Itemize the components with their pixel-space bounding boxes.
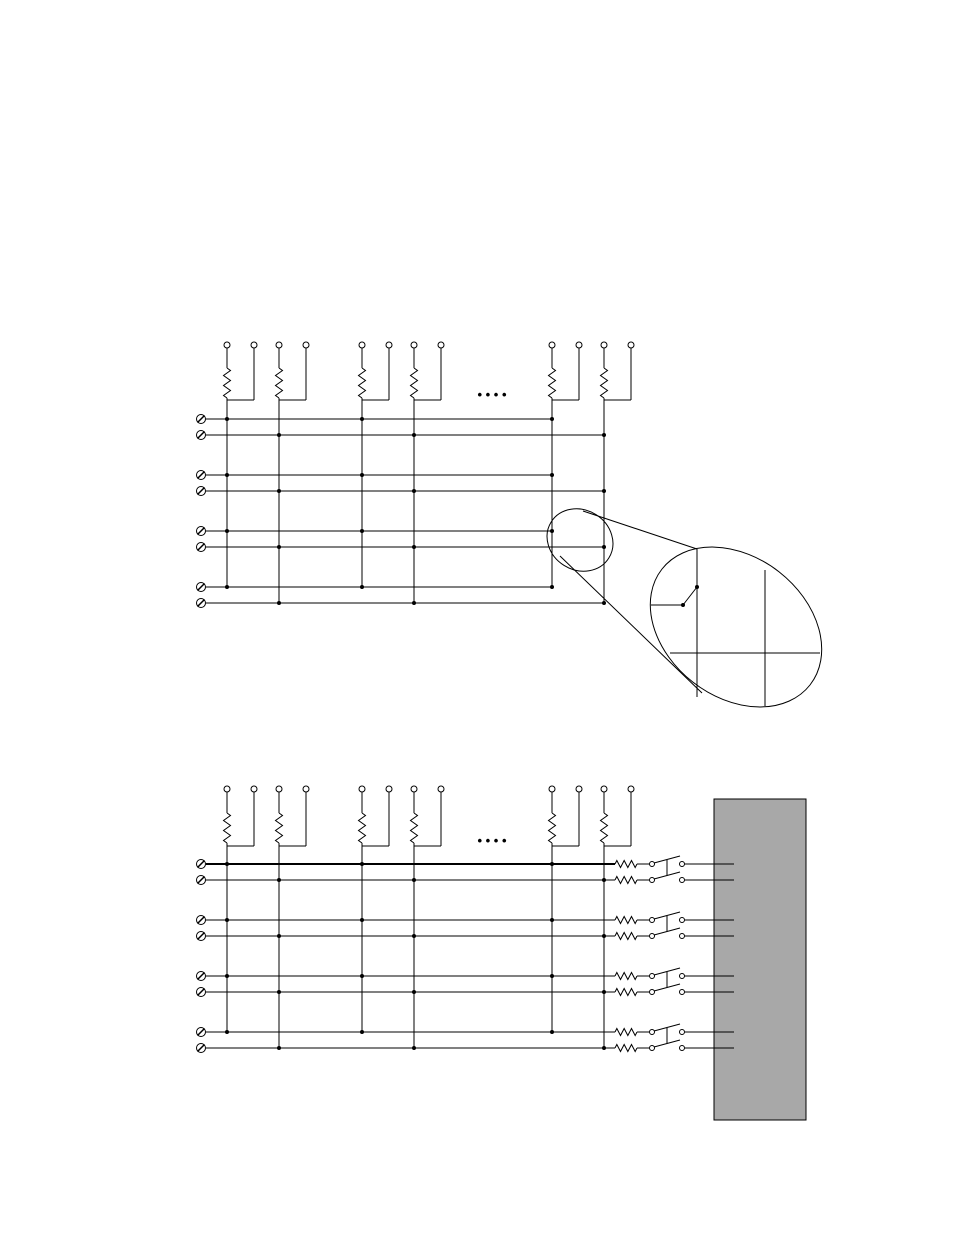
junction-dot <box>360 473 364 477</box>
column-terminal <box>224 342 230 348</box>
junction-dot <box>602 601 606 605</box>
junction-dot <box>602 545 606 549</box>
junction-dot <box>277 990 281 994</box>
junction-dot <box>550 974 554 978</box>
column-terminal <box>359 786 365 792</box>
junction-dot <box>277 601 281 605</box>
junction-dot <box>277 934 281 938</box>
switch-contact-right <box>680 1046 685 1051</box>
junction-dot <box>277 1046 281 1050</box>
junction-dot <box>225 585 229 589</box>
column-return-terminal <box>628 786 634 792</box>
row-terminal <box>197 487 206 496</box>
column-return-terminal <box>251 786 257 792</box>
junction-dot <box>550 918 554 922</box>
row-terminal <box>197 583 206 592</box>
switch-contact-left <box>650 1046 655 1051</box>
junction-dot <box>550 862 554 866</box>
junction-dot <box>360 918 364 922</box>
row-terminal <box>197 599 206 608</box>
junction-dot <box>225 862 229 866</box>
column-return-terminal <box>386 786 392 792</box>
junction-dot <box>225 473 229 477</box>
switch-contact-right <box>680 934 685 939</box>
column-terminal <box>276 786 282 792</box>
row-terminal <box>197 916 206 925</box>
column-return-terminal <box>438 342 444 348</box>
column-return-terminal <box>251 342 257 348</box>
junction-dot <box>277 433 281 437</box>
column-terminal <box>276 342 282 348</box>
switch-contact-right <box>680 878 685 883</box>
junction-dot <box>277 878 281 882</box>
row-terminal <box>197 1028 206 1037</box>
row-terminal <box>197 932 206 941</box>
junction-dot <box>412 1046 416 1050</box>
column-terminal <box>411 342 417 348</box>
junction-dot <box>602 433 606 437</box>
column-terminal <box>549 786 555 792</box>
junction-dot <box>225 974 229 978</box>
junction-dot <box>225 417 229 421</box>
junction-dot <box>225 918 229 922</box>
switch-contact-right <box>680 918 685 923</box>
junction-dot <box>550 1030 554 1034</box>
junction-dot <box>412 433 416 437</box>
column-terminal <box>601 786 607 792</box>
junction-dot <box>360 529 364 533</box>
junction-dot <box>550 417 554 421</box>
row-terminal <box>197 543 206 552</box>
row-terminal <box>197 860 206 869</box>
row-terminal <box>197 876 206 885</box>
junction-dot <box>412 990 416 994</box>
junction-dot <box>225 1030 229 1034</box>
switch-contact-left <box>650 1030 655 1035</box>
column-terminal <box>549 342 555 348</box>
row-terminal <box>197 415 206 424</box>
column-return-terminal <box>303 786 309 792</box>
switch-contact-right <box>680 974 685 979</box>
junction-dot <box>412 601 416 605</box>
zoom-contact-dot <box>681 603 685 607</box>
junction-dot <box>412 545 416 549</box>
switch-contact-left <box>650 990 655 995</box>
ellipsis-bottom: • • • • <box>477 833 507 848</box>
row-terminal <box>197 1044 206 1053</box>
column-return-terminal <box>576 342 582 348</box>
switch-contact-right <box>680 862 685 867</box>
switch-contact-left <box>650 918 655 923</box>
column-return-terminal <box>576 786 582 792</box>
junction-dot <box>550 585 554 589</box>
column-return-terminal <box>303 342 309 348</box>
controller-box <box>714 799 806 1120</box>
column-terminal <box>224 786 230 792</box>
junction-dot <box>225 529 229 533</box>
column-terminal <box>359 342 365 348</box>
junction-dot <box>550 529 554 533</box>
switch-contact-left <box>650 878 655 883</box>
column-return-terminal <box>438 786 444 792</box>
row-terminal <box>197 471 206 480</box>
switch-contact-left <box>650 862 655 867</box>
junction-dot <box>412 489 416 493</box>
row-terminal <box>197 527 206 536</box>
zoom-contact-dot <box>695 585 699 589</box>
junction-dot <box>277 489 281 493</box>
junction-dot <box>360 1030 364 1034</box>
column-return-terminal <box>628 342 634 348</box>
junction-dot <box>360 862 364 866</box>
junction-dot <box>550 473 554 477</box>
junction-dot <box>360 974 364 978</box>
row-terminal <box>197 988 206 997</box>
switch-contact-left <box>650 934 655 939</box>
junction-dot <box>602 489 606 493</box>
row-terminal <box>197 431 206 440</box>
junction-dot <box>277 545 281 549</box>
switch-contact-left <box>650 974 655 979</box>
junction-dot <box>412 934 416 938</box>
column-terminal <box>601 342 607 348</box>
ellipsis-top: • • • • <box>477 387 507 402</box>
column-terminal <box>411 786 417 792</box>
row-terminal <box>197 972 206 981</box>
switch-contact-right <box>680 990 685 995</box>
switch-contact-right <box>680 1030 685 1035</box>
junction-dot <box>360 585 364 589</box>
junction-dot <box>360 417 364 421</box>
column-return-terminal <box>386 342 392 348</box>
junction-dot <box>412 878 416 882</box>
